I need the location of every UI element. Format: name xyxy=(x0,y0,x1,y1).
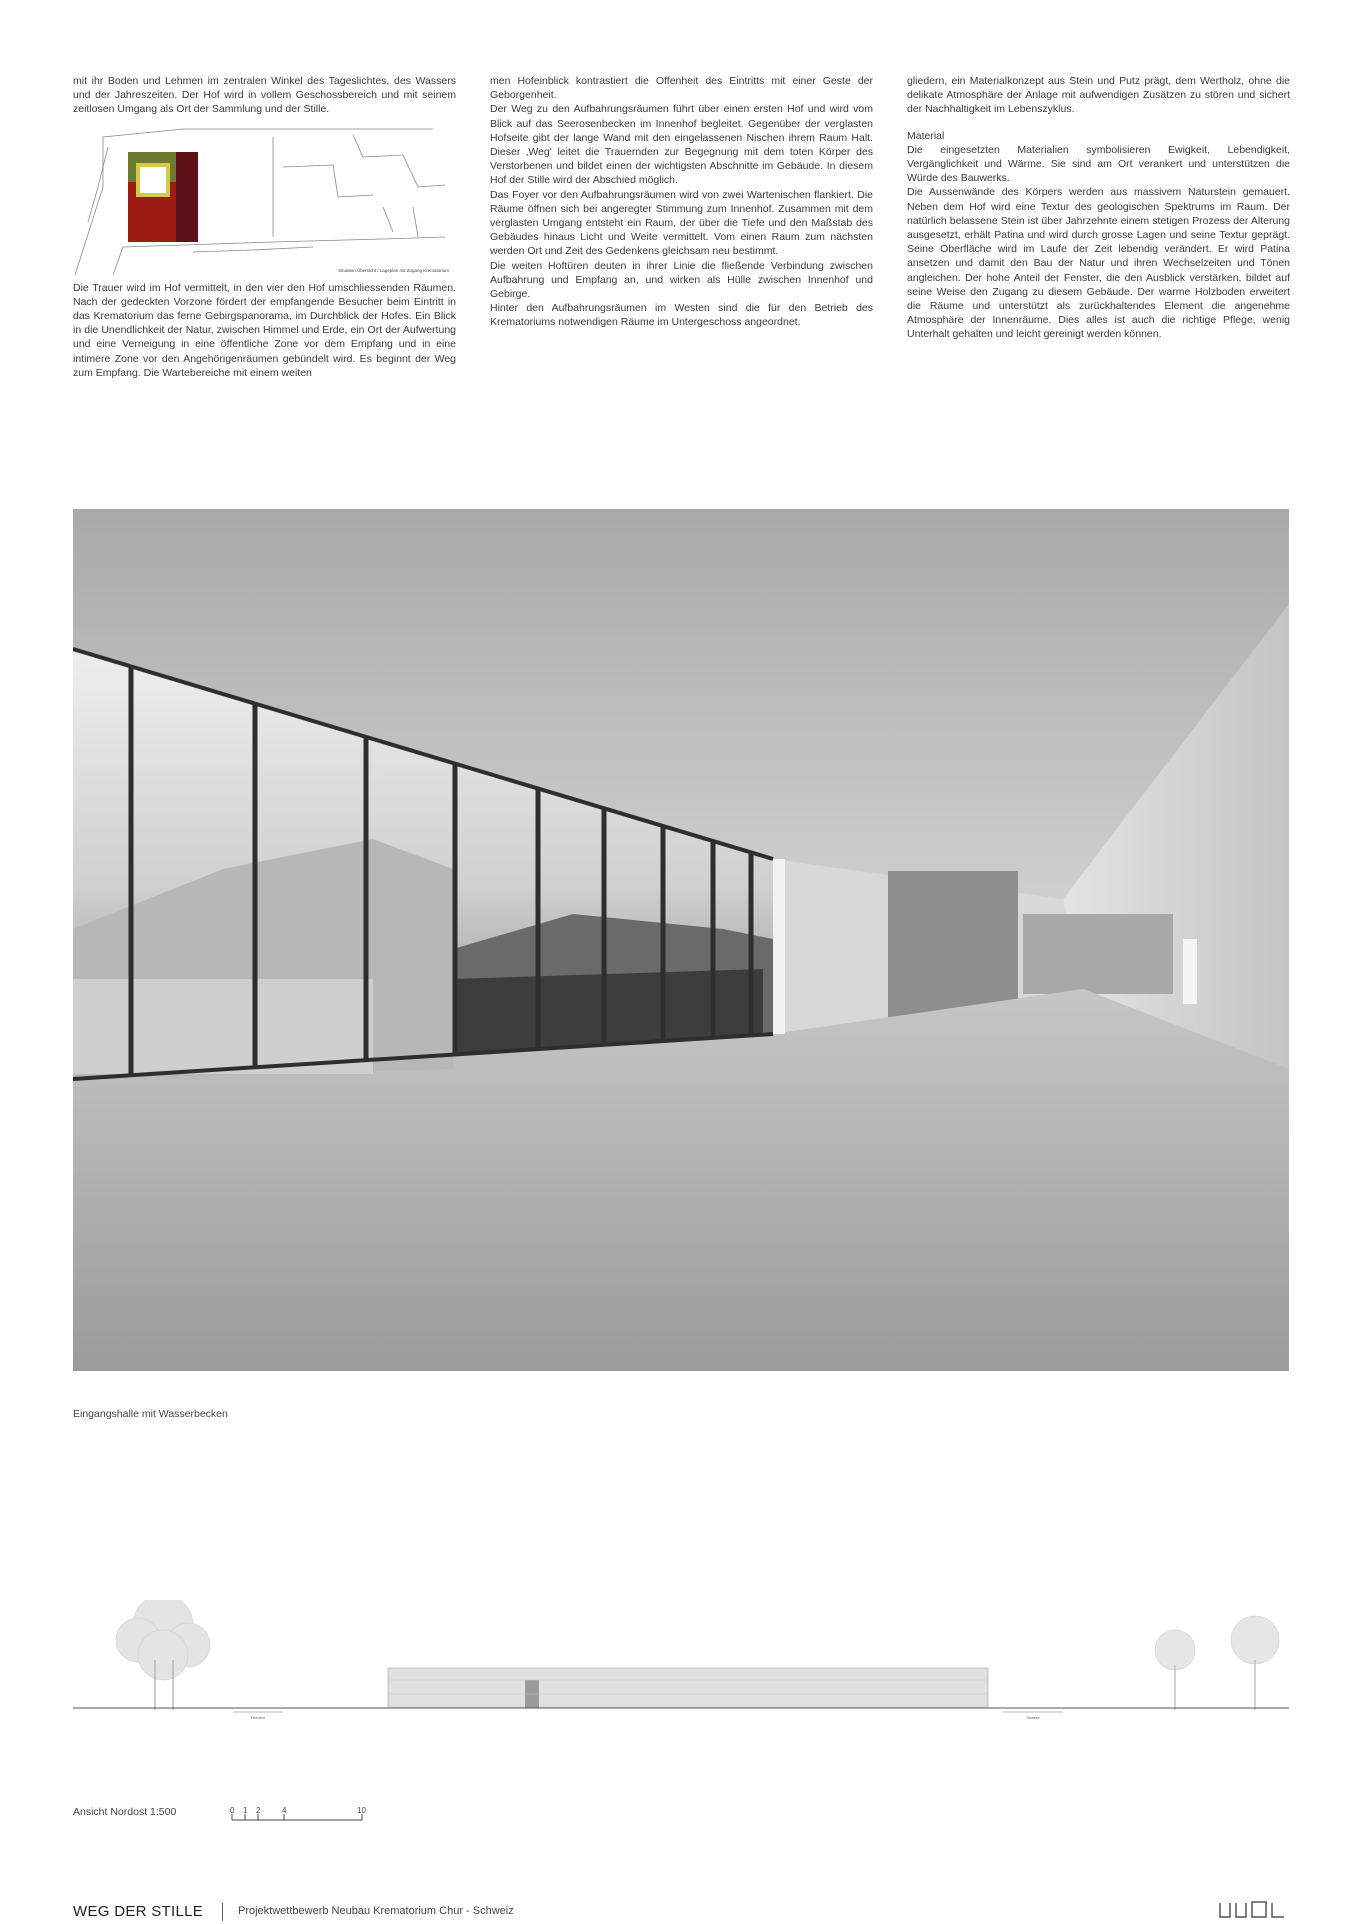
text-column-1 xyxy=(73,74,456,380)
site-plan-figure xyxy=(73,127,449,277)
col1-paragraph-1: mit ihr Boden und Lehmen im zentralen Winkel des Tageslichtes, des Wassers und der Jahreszeiten. Der Hof wird in vollem Geschossbereich und mit seinem zeitlosen Umgang als Ort der Sammlung und der Stille. xyxy=(73,75,456,116)
scale-tick-4: 4 xyxy=(282,1806,287,1815)
scale-tick-10: 10 xyxy=(357,1806,366,1815)
site-plan-caption: Situation Übersicht / Lageplan mit Zugang Krematorium xyxy=(338,268,449,274)
elevation-right-label: Strasse xyxy=(1026,1715,1040,1720)
scale-tick-2: 2 xyxy=(256,1806,261,1815)
footer-separator xyxy=(222,1903,223,1921)
col2-paragraph-2: Der Weg zu den Aufbahrungsräumen führt über einen ersten Hof und wird vom Blick auf das Seerosenbecken im Innenhof begleitet. Gegenüber der verglasten Hofseite gibt der lange Wand mit den eingelassenen Nischen ihrem Raum Halt. Dieser ‚Weg' leitet die Trauernden zur Begegnung mit dem toten Körper des Verstorbenen und bildet einen der wichtigsten Abschnitte im Gebäude. In diesem Hof der Stille wird der Abschied möglich. xyxy=(490,103,873,187)
scale-bar xyxy=(230,1806,370,1827)
project-title: WEG DER STILLE xyxy=(73,1903,204,1920)
col1-paragraph-2: Die Trauer wird im Hof vermittelt, in den vier den Hof umschliessenden Räumen. Nach der gedeckten Vorzone fördert der empfangende Besucher beim Eintritt in das Krematorium das ferne Gebirgspanorama, im Durchblick der Hofes. Ein Blick in die Unendlichkeit der Natur, zwischen Himmel und Erde, ein Ort der Aufwertung und eine Verneigung in eine öffentliche Zone vor dem Empfang und in eine intimere Zone vor den Angehörigenräumen gebündelt wird. Es beginnt der Weg zum Empfang. Die Wartebereiche mit einem weiten xyxy=(73,281,456,379)
elevation-scale-label: Ansicht Nordost 1:500 xyxy=(73,1806,177,1818)
building-elevation xyxy=(388,1668,988,1708)
scale-tick-0: 0 xyxy=(230,1806,235,1815)
col3-paragraph-2: Die eingesetzten Materialien symbolisieren Ewigkeit, Lebendigkeit, Vergänglichkeit und Wärme. Sie sind am Ort verankert und unterstützen die Würde des Bauwerks. xyxy=(907,143,1290,185)
project-subtitle: Projektwettbewerb Neubau Krematorium Chur - Schweiz xyxy=(238,1905,514,1917)
tree-right xyxy=(1155,1616,1279,1670)
photo-caption: Eingangshalle mit Wasserbecken xyxy=(73,1408,228,1420)
elevation-left-label: Friedhof xyxy=(250,1715,266,1720)
col3-paragraph-1: gliedern, ein Materialkonzept aus Stein und Putz prägt, dem Wertholz, ohne die delikate Atmosphäre der Anlage mit aufwendigen Zusätzen zu stören und sichert der Nachhaltigkeit im Lebenszyklus. xyxy=(907,75,1290,116)
col2-paragraph-3: Das Foyer vor den Aufbahrungsräumen wird von zwei Wartenischen flankiert. Die Räume öffnen sich bei angeregter Stimmung zum Innenhof. Zusammen mit dem verglasten Umgang entsteht ein Raum, der über die Tiefe und den Maßstab des Gebäudes hinaus Licht und Weite vermittelt. Vom einen Raum zum nächsten werden Ort und Zeit des Gedenkens gleichsam neu bestimmt. xyxy=(490,188,873,258)
sheet-logo-icon xyxy=(1218,1899,1288,1919)
text-column-2 xyxy=(490,74,873,330)
col2-paragraph-5: Hinter den Aufbahrungsräumen im Westen sind die für den Betrieb des Krematoriums notwendigen Räume im Untergeschoss angeordnet. xyxy=(490,302,873,329)
scale-tick-1: 1 xyxy=(243,1806,248,1815)
interior-rendering xyxy=(73,509,1289,1371)
elevation-drawing xyxy=(73,1600,1289,1720)
col2-paragraph-4: Die weiten Hoftüren deuten in ihrer Linie die fließende Verbindung zwischen Aufbahrung und Empfang an, und wirken als Hülle zwischen Innenhof und Gebirge. xyxy=(490,259,873,301)
site-plan-drawing xyxy=(73,127,449,277)
col2-paragraph-1: men Hofeinblick kontrastiert die Offenheit des Eintritts mit einer Geste der Geborgenheit. xyxy=(490,75,873,102)
tree-left xyxy=(116,1600,210,1680)
col3-paragraph-3: Die Aussenwände des Körpers werden aus massivem Naturstein gemauert. Neben dem Hof wird eine Textur des geologischen Spektrums im Raum. Der natürlich belassene Stein ist über Jahrzehnte einem stetigen Prozess der Alterung ausgesetzt, erhält Patina und wird durch grosse Lagen und seine Textur geprägt. Seine Oberfläche wird im Laufe der Zeit lebendig verändert. Er wird Patina ansetzen und damit den Bau der Natur und ihren Wechselzeiten und Tönen angleichen. Der hohe Anteil der Fenster, die den Ausblick verstärken, bildet auf seine Weise den Zugang zu diesem Gebäude. Der warme Holzboden erweitert die Räume und unterstützt als zurückhaltendes Element die angenehme Atmosphäre der Innenräume. Dies alles ist auch die richtige Pflege, wenig Unterhalt gehalten und leicht gereinigt werden können. xyxy=(907,186,1290,341)
text-column-3 xyxy=(907,74,1290,342)
material-heading: Material xyxy=(907,129,945,142)
